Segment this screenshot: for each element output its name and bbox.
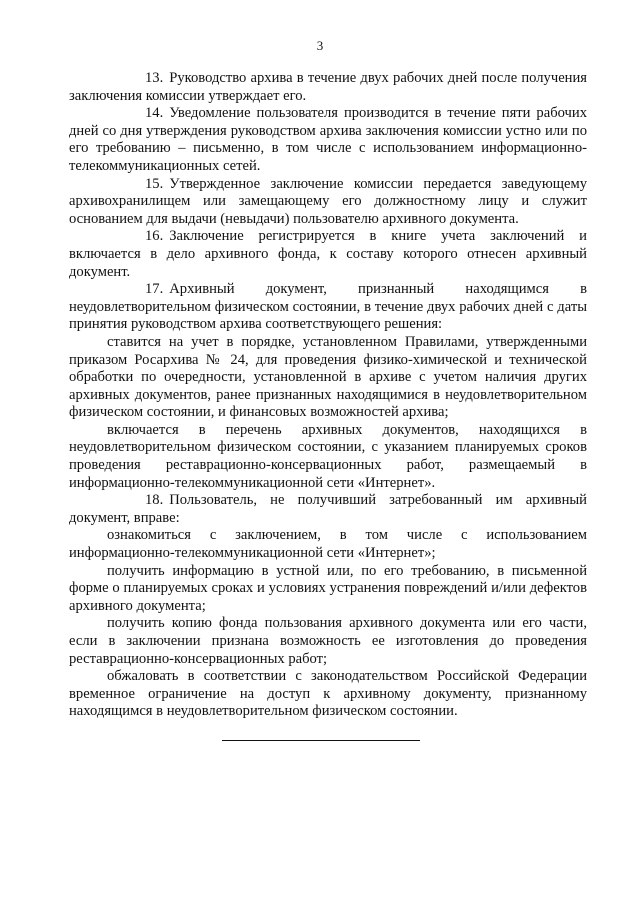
paragraph-18 [69, 492, 587, 527]
closing-divider-line [222, 740, 420, 741]
paragraph-text: Руководство архива в течение двух рабочих дней после получения заключения комиссии утверждает его. [69, 70, 587, 104]
paragraph-text: Утвержденное заключение комиссии передается заведующему архивохранилищем или замещающему его должностному лицу и служит основанием для выдачи (невыдачи) пользователю архивного документа. [69, 175, 587, 227]
page-number: 3 [316, 38, 324, 53]
paragraph-number: 14. [145, 105, 164, 122]
paragraph-18-item-1 [69, 527, 587, 562]
paragraph-text: Пользователь, не получивший затребованный им архивный документ, вправе: [69, 492, 587, 526]
paragraph-text: получить копию фонда пользования архивного документа или его части, если в заключении признана возможность ее изготовления до проведения реставрационно-консервационных работ; [69, 615, 587, 667]
paragraph-text: Архивный документ, признанный находящимся в неудовлетворительном физическом состоянии, в течение двух рабочих дней с даты принятия руководством архива соответствующего решения: [69, 281, 587, 333]
paragraph-17 [69, 281, 587, 334]
paragraph-18-item-3 [69, 615, 587, 668]
paragraph-number: 15. [145, 175, 164, 192]
paragraph-text: ставится на учет в порядке, установленном Правилами, утвержденными приказом Росархива № 24, для проведения физико-химической и технической обработки по очередности, установленной в архиве с учетом наличия других архивных документов, ранее признанных находящимися в неудовлетворительном физическом состоянии, и финансовых возможностей архива; [69, 333, 587, 421]
paragraph-18-item-4 [69, 668, 587, 721]
paragraph-16 [69, 228, 587, 281]
paragraph-13 [69, 70, 587, 105]
paragraph-text: получить информацию в устной или, по его требованию, в письменной форме о планируемых сроках и условиях устранения повреждений и/или дефектов архивного документа; [69, 562, 587, 614]
paragraph-15 [69, 176, 587, 229]
document-body [69, 70, 587, 721]
paragraph-text: Заключение регистрируется в книге учета заключений и включается в дело архивного фонда, к составу которого отнесен архивный документ. [69, 228, 587, 280]
paragraph-text: ознакомиться с заключением, в том числе с использованием информационно-телекоммуникационной сети «Интернет»; [69, 527, 587, 562]
paragraph-17-item-2 [69, 422, 587, 492]
paragraph-18-item-2 [69, 563, 587, 616]
paragraph-number: 16. [145, 228, 164, 245]
paragraph-text: обжаловать в соответствии с законодательством Российской Федерации временное ограничение на доступ к архивному документу, признанному находящимся в неудовлетворительном физическом состоянии. [69, 668, 587, 720]
paragraph-14 [69, 105, 587, 175]
paragraph-number: 13. [145, 70, 164, 86]
paragraph-number: 17. [145, 281, 164, 298]
paragraph-text: Уведомление пользователя производится в течение пяти рабочих дней со дня утверждения руководством архива заключения комиссии устно или по его требованию – письменно, в том числе с использованием информационно-телекоммуникационных сетей. [69, 105, 587, 174]
paragraph-text: включается в перечень архивных документов, находящихся в неудовлетворительном физическом состоянии, с указанием планируемых сроков проведения реставрационно-консервационных работ, размещаемый в информационно-телекоммуникационной сети «Интернет». [69, 421, 587, 491]
paragraph-17-item-1 [69, 334, 587, 422]
paragraph-number: 18. [145, 492, 164, 509]
